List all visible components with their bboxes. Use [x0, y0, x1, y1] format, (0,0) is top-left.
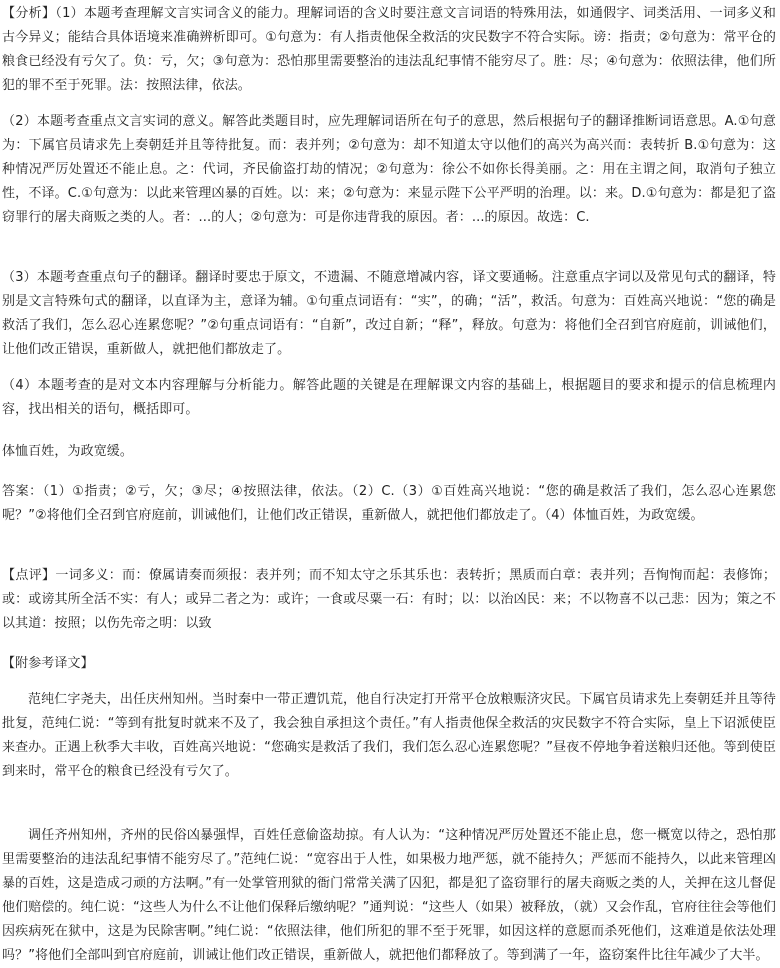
- comment-section: 【点评】一词多义：而：僚属请奏而须报：表并列；而不知太守之乐其乐也：表转折；黑质而白章：表并列；吾恂恂而起：表修饰；或：或谤其所全活不实：有人；或异二者之为：或许；一食或尽粟一石：有时；以：以治凶民：来；不以物喜不以己悲：因为；策之不以其道：按照；以伤先帝之明：以致: [2, 568, 776, 631]
- analysis-part-4-answer: 体恤百姓，为政宽缓。: [2, 444, 134, 459]
- translation-paragraph-2: 调任齐州知州，齐州的民俗凶暴强悍，百姓任意偷盗劫掠。有人认为：“这种情况严厉处置还不能止息，您一概宽以待之，恐怕那里需要整治的违法乱纪事情不能穷尽了。”范纯仁说：“宽容出于人性，如果极力地严惩，就不能持久；严惩而不能持久，以此来管理凶暴的百姓，这是造成刁顽的方法啊。”有一处掌管刑狱的衙门常常关满了囚犯，都是犯了盗窃罪行的屠夫商贩之类的人，关押在这儿督促他们赔偿的。纯仁说：“这些人为什么不让他们保释后缴纳呢？”通判说：“这些人（如果）被释放，（就）又会作乱，官府往往会等他们因疾病死在狱中，这是为民除害啊。”纯仁说：“依照法律，他们所犯的罪不至于死罪，如因这样的意愿而杀死他们，这难道是依法处理吗？”将他们全部叫到官府庭前，训诫让他们改正错误，重新做人，就把他们都释放了。等到满了一年，盗窃案件比往年减少了大半。: [2, 828, 776, 963]
- translation-heading: 【附参考译文】: [2, 656, 94, 671]
- answer-summary: 答案：（1）①指责；②亏，欠；③尽；④按照法律，依法。（2）C.（3）①百姓高兴地说：“您的确是救活了我们，怎么忍心连累您呢？”②将他们全召到官府庭前，训诫他们，让他们改正错误，重新做人，就把他们都放走了。（4）体恤百姓，为政宽缓。: [2, 484, 776, 523]
- analysis-part-2: （2）本题考查重点文言实词的意义。解答此类题目时，应先理解词语所在句子的意思，然后根据句子的翻译推断词语意思。A.①句意为：下属官员请求先上奏朝廷并且等待批复。而：表并列；②句意为：却不知道太守以他们的高兴为高兴而：表转折 B.①句意为：这种情况严厉处置还不能止息。之：代词，齐民偷盗打劫的情况；②句意为：徐公不如你长得美丽。之：用在主谓之间，取消句子独立性，不译。C.①句意为：以此来管理凶暴的百姓。以：来；②句意为：来显示陛下公平严明的治理。以：来。D.①句意为：都是犯了盗窃罪行的屠夫商贩之类的人。者：...的人；②句意为：可是你违背我的原因。者：...的原因。故选：C.: [2, 114, 776, 225]
- translation-paragraph-1: 范纯仁字尧夫，出任庆州知州。当时秦中一带正遭饥荒，他自行决定打开常平仓放粮赈济灾民。下属官员请求先上奏朝廷并且等待批复，范纯仁说：“等到有批复时就来不及了，我会独自承担这个责任。”有人指责他保全救活的灾民数字不符合实际，皇上下诏派使臣来查办。正遇上秋季大丰收，百姓高兴地说：“您确实是救活了我们，我们怎么忍心连累您呢？”昼夜不停地争着送粮归还他。等到使臣到来时，常平仓的粮食已经没有亏欠了。: [2, 692, 776, 779]
- analysis-part-4: （4）本题考查的是对文本内容理解与分析能力。解答此题的关键是在理解课文内容的基础上，根据题目的要求和提示的信息梳理内容，找出相关的语句，概括即可。: [2, 378, 776, 417]
- analysis-part-3: （3）本题考查重点句子的翻译。翻译时要忠于原文，不遗漏、不随意增减内容，译文要通畅。注意重点字词以及常见句式的翻译，特别是文言特殊句式的翻译，以直译为主，意译为辅。①句重点词语有：“实”，的确；“活”，救活。句意为：百姓高兴地说：“您的确是救活了我们，怎么忍心连累您呢？”②句重点词语有：“自新”，改过自新；“释”，释放。句意为：将他们全召到官府庭前，训诫他们，让他们改正错误，重新做人，就把他们都放走了。: [2, 270, 776, 357]
- analysis-part-1: 【分析】（1）本题考查理解文言实词含义的能力。理解词语的含义时要注意文言词语的特殊用法，如通假字、词类活用、一词多义和古今异义；能结合具体语境来准确辨析即可。①句意为：有人指责他保全救活的灾民数字不符合实际。谤：指责；②句意为：常平仓的粮食已经没有亏欠了。负：亏，欠；③句意为：恐怕那里需要整治的违法乱纪事情不能穷尽了。胜：尽；④句意为：依照法律，他们所犯的罪不至于死罪。法：按照法律，依法。: [2, 6, 776, 93]
